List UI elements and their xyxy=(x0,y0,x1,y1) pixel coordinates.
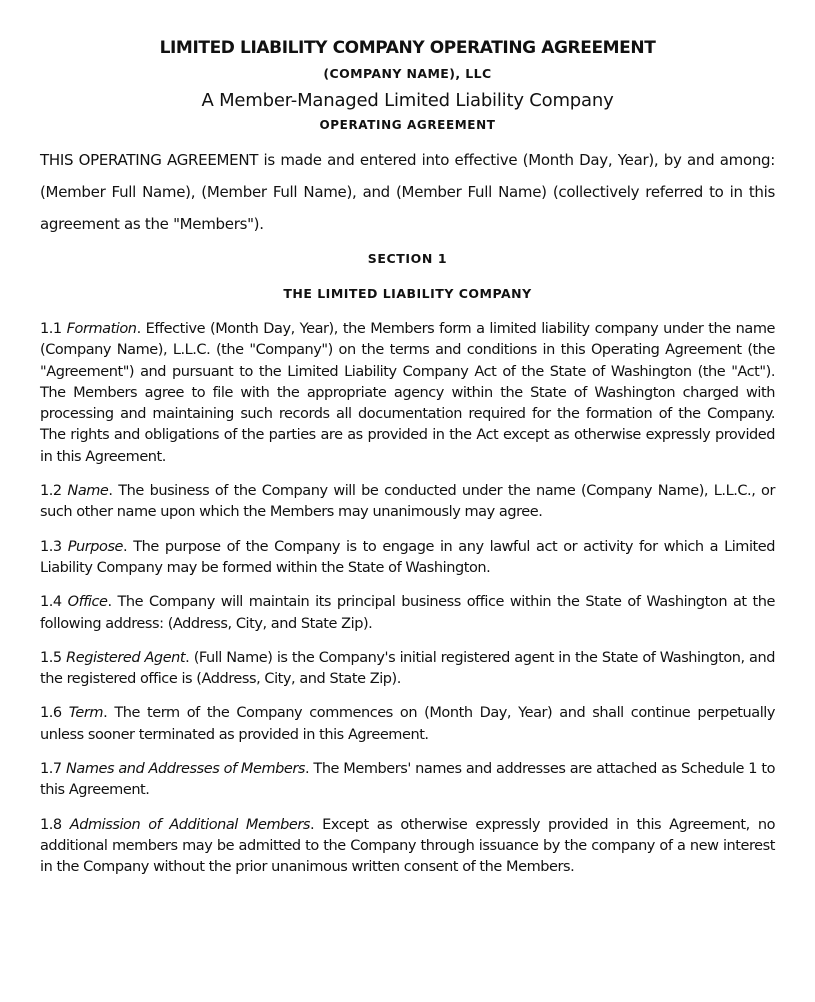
clause-number: 1.1 xyxy=(40,321,62,337)
clause-number: 1.2 xyxy=(40,483,62,500)
clause-term: Registered Agent xyxy=(66,649,186,666)
clause-1-8: 1.8 Admission of Additional Members. Except as otherwise expressly provided in this Agreement, no additional members may be admitted to the Company through issuance by the company of a new interest in the Company without the prior unanimous written consent of the Members. xyxy=(40,816,776,876)
company-name-line: (COMPANY NAME), LLC xyxy=(323,66,492,81)
clause-number: 1.5 xyxy=(40,649,62,666)
clause-term: Admission of Additional Members xyxy=(69,816,310,833)
clause-number: 1.8 xyxy=(40,816,62,833)
clause-text: Effective (Month Day, Year), the Members form a limited liability company under the name (Company Name), L.L.C. (the "Company") on the terms and conditions in this Operating Agreement (the "Agreement") and pursuant to the Limited Liability Company Act of the State of Washington (the "Act"). The Members agree to file with the appropriate agency within the State of Washington charged with processing and maintaining such records all documentation required for the formation of the Company. The rights and obligations of the parties are as provided in the Act except as otherwise expressly provided in this Agreement. xyxy=(40,321,775,465)
document-subtitle: A Member-Managed Limited Liability Company xyxy=(201,90,614,111)
clause-text: The term of the Company commences on (Month Day, Year) and shall continue perpetually unless sooner terminated as provided in this Agreement. xyxy=(40,705,775,743)
clause-term: Term xyxy=(68,705,104,722)
section-title: THE LIMITED LIABILITY COMPANY xyxy=(283,286,532,301)
clause-term: Office xyxy=(67,594,108,611)
clause-text: Except as otherwise expressly provided in this Agreement, no additional members may be admitted to the Company through issuance by the company of a new interest in the Company without the prior unanimous written consent of the Members. xyxy=(40,816,776,876)
clause-term: Purpose xyxy=(67,538,124,555)
clause-number: 1.3 xyxy=(40,538,62,555)
clause-1-6: 1.6 Term. The term of the Company commences on (Month Day, Year) and shall continue perpetually unless sooner terminated as provided in this Agreement. xyxy=(40,705,775,743)
clause-number: 1.4 xyxy=(40,594,62,611)
clause-1-7: 1.7 Names and Addresses of Members. The Members' names and addresses are attached as Schedule 1 to this Agreement. xyxy=(40,761,775,799)
clause-text: The Company will maintain its principal business office within the State of Washington at the following address: (Address, City, and State Zip). xyxy=(40,594,775,632)
clause-term: Names and Addresses of Members xyxy=(66,761,305,778)
operating-agreement-heading: OPERATING AGREEMENT xyxy=(319,118,496,132)
clause-number: 1.6 xyxy=(40,705,62,722)
document-page xyxy=(40,36,775,879)
clause-text: The business of the Company will be conducted under the name (Company Name), L.L.C., or such other name upon which the Members may unanimously may agree. xyxy=(40,483,775,521)
clause-text: (Full Name) is the Company's initial registered agent in the State of Washington, and the registered office is (Address, City, and State Zip). xyxy=(40,649,775,688)
clause-1-2: 1.2 Name. The business of the Company will be conducted under the name (Company Name), L.L.C., or such other name upon which the Members may unanimously may agree. xyxy=(40,483,775,521)
section-number: SECTION 1 xyxy=(367,251,448,266)
document-title: LIMITED LIABILITY COMPANY OPERATING AGREEMENT xyxy=(159,38,656,58)
clause-1-1: 1.1 Formation. Effective (Month Day, Year), the Members form a limited liability company under the name (Company Name), L.L.C. (the "Company") on the terms and conditions in this Operating Agreement (the "Agreement") and pursuant to the Limited Liability Company Act of the State of Washington (the "Act"). The Members agree to file with the appropriate agency within the State of Washington charged with processing and maintaining such records all documentation required for the formation of the Company. The rights and obligations of the parties are as provided in the Act except as otherwise expressly provided in this Agreement. xyxy=(40,321,775,465)
intro-paragraph: THIS OPERATING AGREEMENT is made and entered into effective (Month Day, Year), by and among: (Member Full Name), (Member Full Name), and (Member Full Name) (collectively referred to in this agreement as the "Members"). xyxy=(40,151,775,233)
clause-text: The Members' names and addresses are attached as Schedule 1 to this Agreement. xyxy=(40,761,775,799)
clause-1-3: 1.3 Purpose. The purpose of the Company is to engage in any lawful act or activity for which a Limited Liability Company may be formed within the State of Washington. xyxy=(40,538,775,576)
clause-term: Formation xyxy=(66,321,137,337)
clause-term: Name xyxy=(67,483,109,500)
clause-1-4: 1.4 Office. The Company will maintain its principal business office within the State of Washington at the following address: (Address, City, and State Zip). xyxy=(40,594,775,632)
clause-number: 1.7 xyxy=(40,761,62,778)
clause-text: The purpose of the Company is to engage in any lawful act or activity for which a Limited Liability Company may be formed within the State of Washington. xyxy=(40,538,775,576)
clause-1-5: 1.5 Registered Agent. (Full Name) is the Company's initial registered agent in the State of Washington, and the registered office is (Address, City, and State Zip). xyxy=(40,649,775,688)
